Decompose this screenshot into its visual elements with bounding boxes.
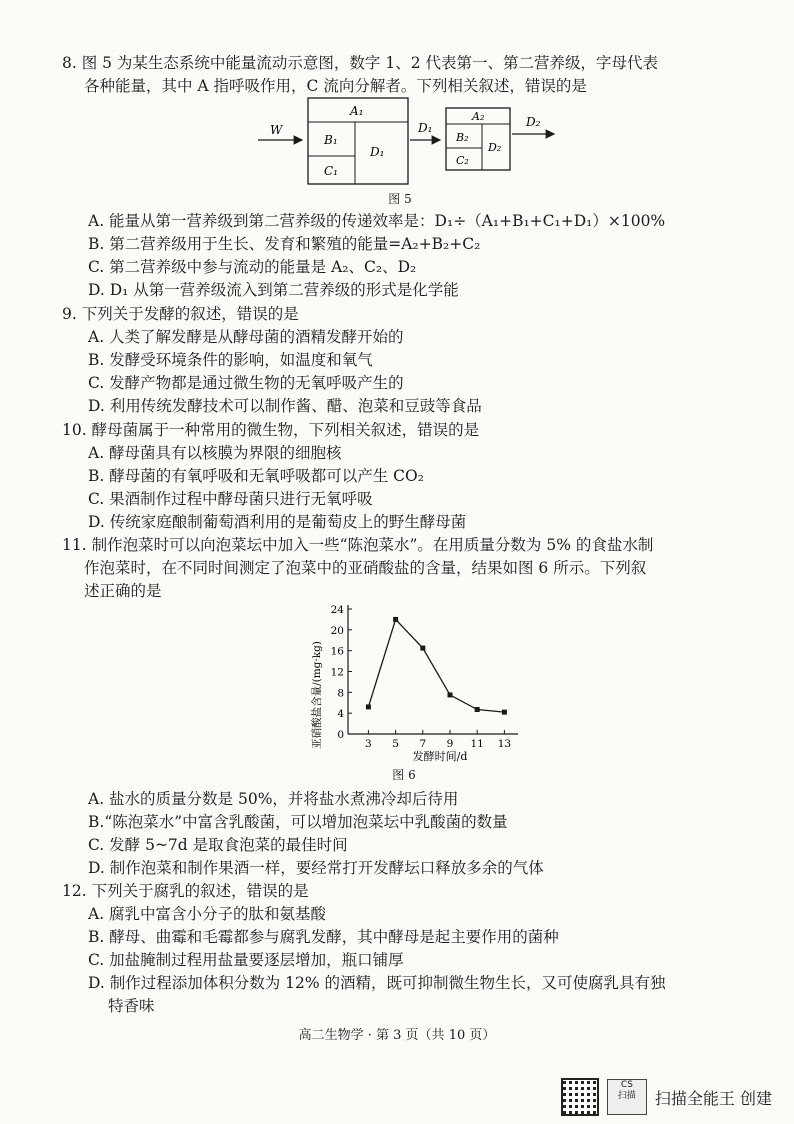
x-tick-label: 3 bbox=[365, 738, 372, 750]
q9-option-a: A. 人类了解发酵是从酵母菌的酒精发酵开始的 bbox=[88, 328, 404, 346]
q8-stem-line2: 各种能量，其中 A 指呼吸作用，C 流向分解者。下列相关叙述，错误的是 bbox=[84, 77, 587, 95]
q9-option-d: D. 利用传统发酵技术可以制作酱、醋、泡菜和豆豉等食品 bbox=[88, 397, 482, 415]
label-D2: D₂ bbox=[488, 141, 502, 154]
y-axis-label: 亚硝酸盐含量/(mg·kg) bbox=[311, 641, 323, 749]
label-B1: B₁ bbox=[324, 133, 338, 147]
label-B2: B₂ bbox=[456, 131, 469, 144]
q11-option-c: C. 发酵 5~7d 是取食泡菜的最佳时间 bbox=[88, 836, 348, 854]
q12-option-a: A. 腐乳中富含小分子的肽和氨基酸 bbox=[88, 905, 327, 923]
q10-stem: 10. 酵母菌属于一种常用的微生物，下列相关叙述，错误的是 bbox=[62, 421, 480, 439]
y-tick-label: 16 bbox=[330, 645, 344, 658]
q11-stem-line3: 述正确的是 bbox=[84, 582, 162, 600]
arrow-D2-label: D₂ bbox=[526, 115, 541, 129]
question-8 bbox=[62, 52, 754, 98]
q11-stem-line1: 11. 制作泡菜时可以向泡菜坛中加入一些“陈泡菜水”。在用质量分数为 5% 的食盐水制 bbox=[62, 536, 654, 554]
label-C2: C₂ bbox=[456, 154, 469, 167]
q10-option-b: B. 酵母菌的有氧呼吸和无氧呼吸都可以产生 CO₂ bbox=[88, 467, 424, 485]
data-point bbox=[366, 704, 371, 709]
q9-option-b: B. 发酵受环境条件的影响，如温度和氧气 bbox=[88, 351, 373, 369]
q10-option-c: C. 果酒制作过程中酵母菌只进行无氧呼吸 bbox=[88, 490, 373, 508]
q9-stem: 9. 下列关于发酵的叙述，错误的是 bbox=[62, 305, 299, 323]
q11-option-b: B.“陈泡菜水”中富含乳酸菌，可以增加泡菜坛中乳酸菌的数量 bbox=[88, 813, 508, 831]
data-point bbox=[475, 707, 480, 712]
q12-option-c: C. 加盐腌制过程用盐量要逐层增加，瓶口铺厚 bbox=[88, 951, 404, 969]
figure-6-caption: 图 6 bbox=[392, 768, 416, 782]
x-tick-label: 7 bbox=[419, 738, 427, 750]
q8-stem-line1: 8. 图 5 为某生态系统中能量流动示意图，数字 1、2 代表第一、第二营养级，字母代表 bbox=[62, 54, 659, 72]
scanner-logo-icon: CS 扫描 bbox=[607, 1079, 647, 1115]
energy-flow-diagram bbox=[250, 94, 570, 190]
label-A2: A₂ bbox=[472, 110, 485, 123]
q9-option-c: C. 发酵产物都是通过微生物的无氧呼吸产生的 bbox=[88, 374, 404, 392]
q8-options bbox=[62, 210, 754, 302]
q12-option-d: D. 制作过程添加体积分数为 12% 的酒精，既可抑制微生物生长，又可使腐乳具有独 bbox=[88, 974, 666, 992]
data-point bbox=[420, 646, 425, 651]
question-11 bbox=[62, 534, 754, 603]
label-W: W bbox=[270, 123, 283, 137]
q11-stem-line2: 作泡菜时，在不同时间测定了泡菜中的亚硝酸盐的含量，结果如图 6 所示。下列叙 bbox=[84, 559, 647, 577]
q10-option-a: A. 酵母菌具有以核膜为界限的细胞核 bbox=[88, 444, 342, 462]
qr-code-icon bbox=[561, 1078, 599, 1116]
q8-option-a: A. 能量从第一营养级到第二营养级的传递效率是：D₁÷（A₁+B₁+C₁+D₁）×100% bbox=[88, 212, 666, 230]
x-axis-label: 发酵时间/d bbox=[412, 750, 468, 763]
q8-option-b: B. 第二营养级用于生长、发育和繁殖的能量=A₂+B₂+C₂ bbox=[88, 235, 481, 253]
nitrite-chart bbox=[300, 600, 530, 765]
scanner-watermark bbox=[561, 1078, 772, 1116]
question-10 bbox=[62, 419, 754, 534]
watermark-text: 扫描全能王 创建 bbox=[654, 1088, 772, 1108]
y-tick-label: 0 bbox=[337, 729, 344, 741]
q11-options bbox=[62, 788, 754, 880]
y-tick-label: 24 bbox=[330, 604, 344, 616]
x-tick-label: 5 bbox=[392, 738, 399, 750]
figure-5-caption: 图 5 bbox=[388, 192, 412, 206]
question-9 bbox=[62, 303, 754, 418]
q11-option-d: D. 制作泡菜和制作果酒一样，要经常打开发酵坛口释放多余的气体 bbox=[88, 859, 544, 877]
chart-axes bbox=[348, 605, 518, 734]
q12-option-b: B. 酵母、曲霉和毛霉都参与腐乳发酵，其中酵母是起主要作用的菌种 bbox=[88, 928, 559, 946]
x-tick-label: 9 bbox=[446, 738, 454, 750]
box-level-2 bbox=[446, 108, 510, 170]
data-point bbox=[448, 692, 453, 697]
q12-stem: 12. 下列关于腐乳的叙述，错误的是 bbox=[62, 882, 309, 900]
x-tick-label: 13 bbox=[497, 738, 512, 750]
page-footer: 高二生物学 · 第 3 页（共 10 页） bbox=[298, 1028, 496, 1043]
x-tick-label: 11 bbox=[470, 738, 484, 750]
y-tick-label: 20 bbox=[330, 624, 344, 637]
q11-option-a: A. 盐水的质量分数是 50%，并将盐水煮沸冷却后待用 bbox=[88, 790, 459, 808]
q10-option-d: D. 传统家庭酿制葡萄酒利用的是葡萄皮上的野生酵母菌 bbox=[88, 513, 467, 531]
data-point bbox=[502, 710, 507, 715]
label-C1: C₁ bbox=[324, 164, 338, 178]
y-tick-label: 4 bbox=[337, 708, 344, 721]
label-A1: A₁ bbox=[350, 104, 364, 118]
y-tick-label: 8 bbox=[337, 687, 344, 700]
data-point bbox=[393, 617, 398, 622]
q8-option-d: D. D₁ 从第一营养级流入到第二营养级的形式是化学能 bbox=[88, 281, 459, 299]
box-level-1 bbox=[308, 98, 408, 184]
q12-option-d-cont: 特香味 bbox=[108, 997, 155, 1015]
question-12 bbox=[62, 880, 754, 1018]
q8-option-c: C. 第二营养级中参与流动的能量是 A₂、C₂、D₂ bbox=[88, 258, 417, 276]
label-D1: D₁ bbox=[370, 145, 385, 159]
series-line bbox=[368, 619, 504, 712]
arrow-D1-label: D₁ bbox=[418, 121, 433, 135]
y-tick-label: 12 bbox=[330, 666, 344, 679]
